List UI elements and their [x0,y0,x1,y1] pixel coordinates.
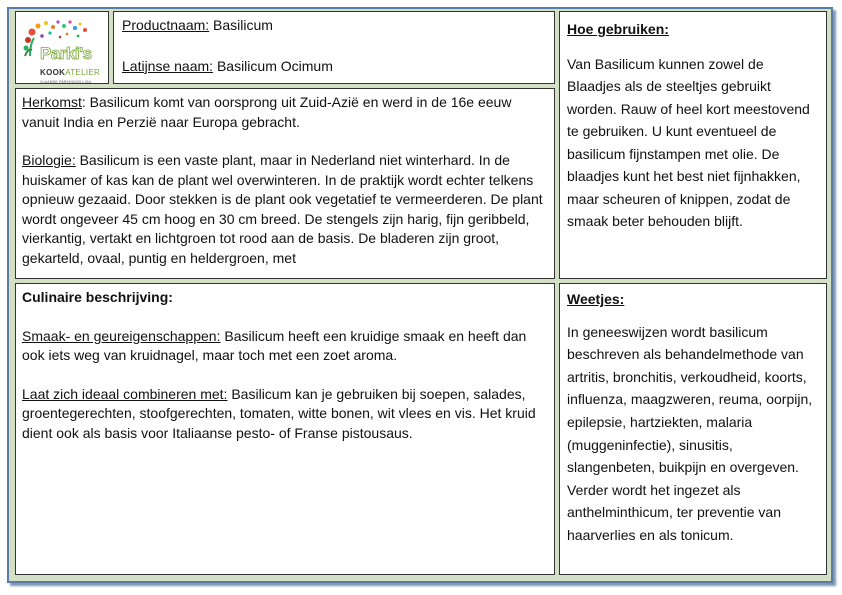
taste-label: Smaak- en geureigenschappen: [22,327,221,344]
biologie-paragraph [22,151,548,268]
taste-paragraph [22,327,548,366]
herkomst-label: Herkomst [22,94,82,110]
logo-box [15,11,109,84]
product-name-label: Productnaam: [122,17,210,33]
parkis-kookatelier-logo [22,18,104,84]
facts-text: In geneeswijzen wordt basilicum beschreven als behandelmethode van artritis, bronchitis, verkoudheid, koorts, influenza, maagzweren, reuma, oorpijn, epilepsie, hartziekten, malaria (muggeninfectie), sinusitis, slangenbeten, buikpijn en overgeven. Verder wordt het ingezet als anthelminthicum, ter preventie van haarverlies en als tonicum. [567,323,813,543]
facts-title: Weetjes: [567,291,625,307]
latin-name-row [122,57,546,77]
biologie-text: Basilicum is een vaste plant, maar in Nederland niet winterhard. In de huiskamer of kas kan de plant wel overwinteren. In de praktijk wordt echter telkens opnieuw gezaaid. Door stekken is de plant ook vegetatief te vermeerderen. De plant wordt ongeveer 45 cm hoog en 30 cm breed. De stengels zijn harig, fijn geribbeld, vierkantig, vertakt en lichtgroen tot rood aan de basis. De bladeren zijn groot, gekarteld, ovaal, puntig en heldergroen, met [22,152,543,266]
herkomst-text: : Basilicum komt van oorsprong uit Zuid-Azië en werd in de 16e eeuw vanuit India en Perzië naar Europa gebracht. [22,94,512,130]
culinary-title: Culinaire beschrijving: [22,289,173,305]
culinary-box [15,283,555,575]
usage-title: Hoe gebruiken: [567,21,669,37]
latin-name-label: Latijnse naam: [122,57,214,74]
logo-wordmark: Parki's [40,44,92,63]
facts-box [559,283,827,575]
origin-biology-box [15,88,555,279]
product-name-box [113,11,555,84]
biologie-label: Biologie: [22,152,76,168]
combine-label: Laat zich ideaal combineren met: [22,385,228,402]
recipe-card [7,7,833,583]
taste-text: Basilicum heeft een kruidige smaak en heeft dan ook iets weg van kruidnagel, maar toch met een zoet aroma. [22,327,527,363]
product-name-value: Basilicum [209,17,273,33]
combine-paragraph [22,385,548,444]
combine-text: Basilicum kan je gebruiken bij soepen, salades, groentegerechten, stoofgerechten, tomaten, witte bonen, wit vlees en vis. Het kruid dient ook als basis voor Italiaanse pesto- of Franse pistousaus. [22,385,536,441]
logo-tagline: VLAAMSE PARKINSON LIGA [40,80,92,84]
herkomst-paragraph [22,93,548,132]
logo-subtitle: KOOKATELIER [40,68,101,77]
product-name-row [122,16,546,36]
latin-name-value: Basilicum Ocimum [213,57,333,74]
usage-box [559,11,827,279]
usage-text: Van Basilicum kunnen zowel de Blaadjes als de steeltjes gebruikt worden. Rauw of heel kort meestovend te gebruiken. U kunt eventueel de basilicum fijnstampen met olie. De blaadjes kunt het best niet fijnhakken, maar scheuren of knippen, zodat de smaak beter behouden blijft. [567,55,810,229]
